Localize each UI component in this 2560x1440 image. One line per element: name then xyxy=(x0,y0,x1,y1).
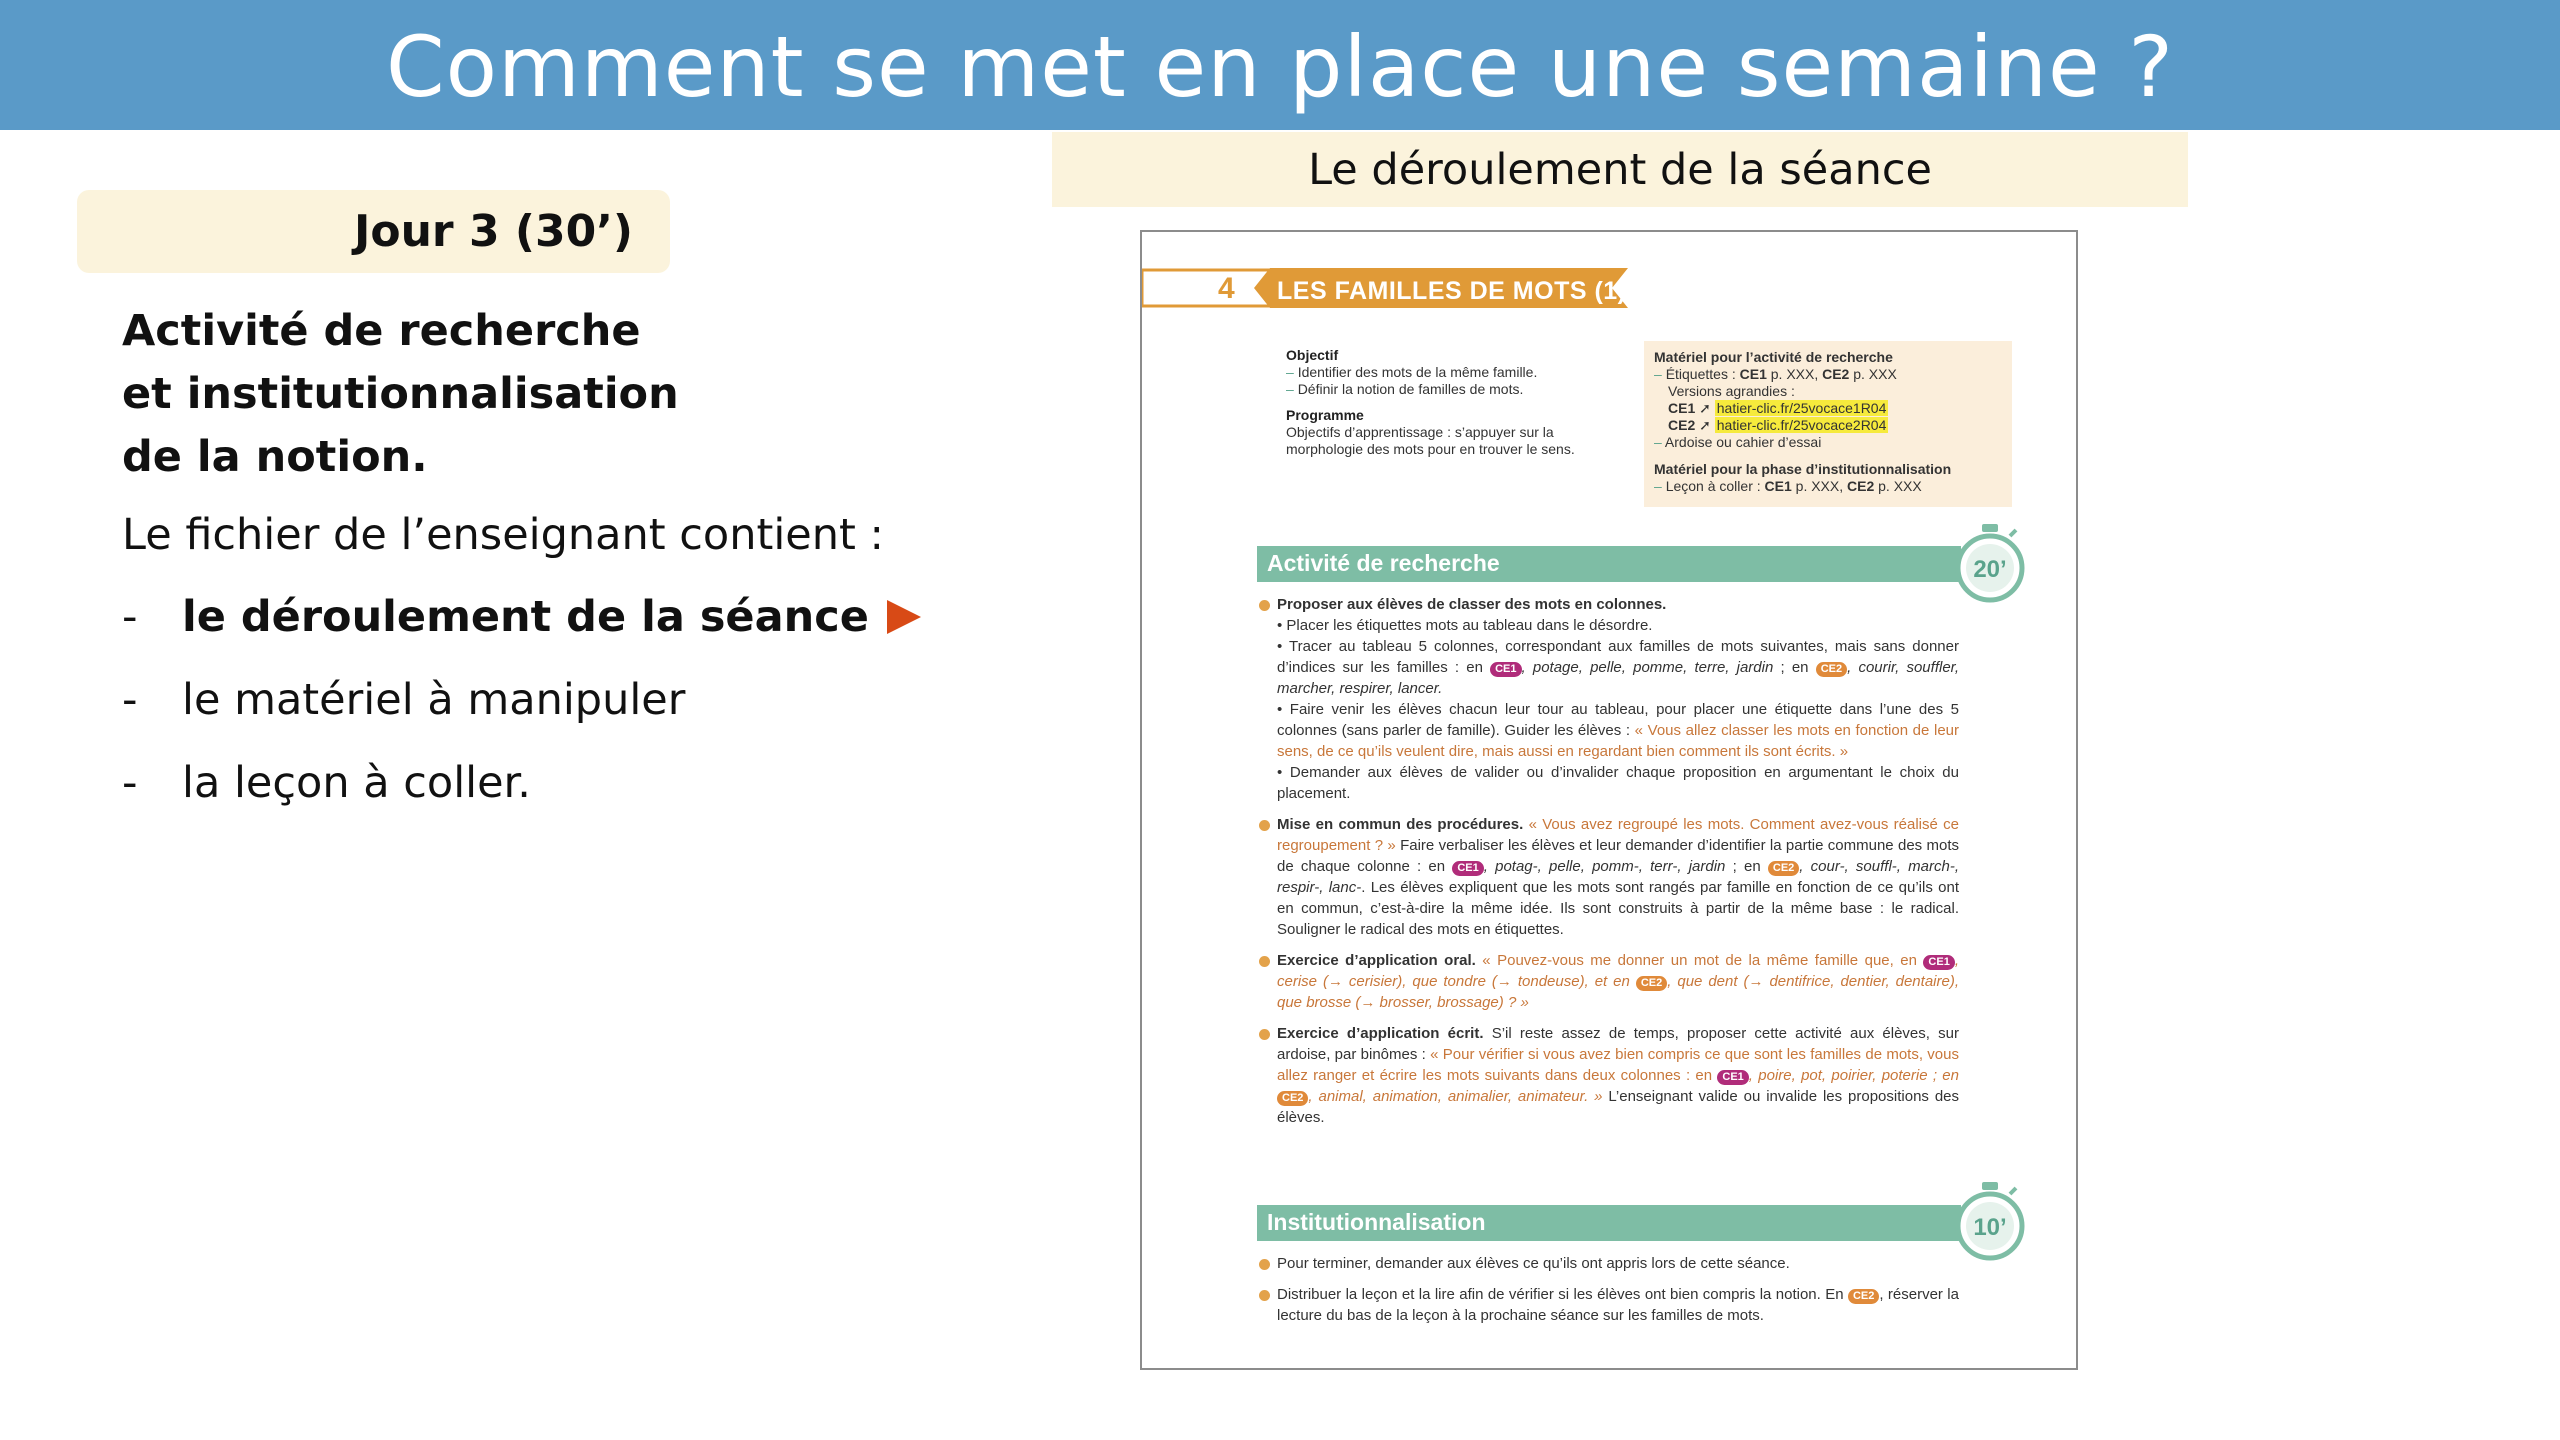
teacher-quote: « Pour vérifier si vous avez bien compris ce que sont les familles de mots, vous allez ranger et écrire les mots suivants dans deux colonnes : en xyxy=(1277,1046,1959,1084)
section-title: Activité de recherche xyxy=(1267,550,1500,576)
step-text: , réserver la lecture du bas de la leçon à la prochaine séance sur les familles de mots. xyxy=(1277,1286,1959,1324)
step-text: , potage, pelle, pomme, terre, jardin xyxy=(1521,659,1774,676)
ce2-label: CE2 xyxy=(1668,417,1696,433)
page-ref: p. XXX xyxy=(1874,478,1922,494)
step-title: Exercice d’application oral. xyxy=(1277,952,1476,969)
step-text: L’enseignant valide ou invalide les propositions des élèves. xyxy=(1277,1088,1959,1126)
step-paragraph xyxy=(1257,594,1959,804)
programme-title: Programme xyxy=(1286,407,1364,423)
ce2-tag: CE2 xyxy=(1816,662,1847,677)
step-text: Pour terminer, demander aux élèves ce qu’ils ont appris lors de cette séance. xyxy=(1277,1255,1790,1272)
institution-materiel-title: Matériel pour la phase d’institutionnalisation xyxy=(1654,461,1952,477)
ce1-label: CE1 xyxy=(1668,400,1696,416)
lecon-label: Leçon à coller : xyxy=(1665,478,1765,494)
programme-text: Objectifs d’apprentissage : s’appuyer sur la morphologie des mots pour en trouver le sens. xyxy=(1286,424,1575,457)
ce1-tag: CE1 xyxy=(1490,662,1521,677)
step-paragraph xyxy=(1257,814,1959,940)
ce1-label: CE1 xyxy=(1764,478,1792,494)
ce2-tag: CE2 xyxy=(1636,976,1667,991)
versions-label: Versions agrandies : xyxy=(1668,383,1795,399)
materiel-title: Matériel pour l’activité de recherche xyxy=(1654,349,1893,365)
list-item xyxy=(122,592,921,675)
bullet-dash: - xyxy=(122,758,138,808)
subtitle-band xyxy=(1052,132,2188,207)
activity-line: et institutionnalisation xyxy=(122,369,679,419)
list-item xyxy=(122,758,921,841)
activity-line: Activité de recherche xyxy=(122,306,641,356)
etiquettes-label: Étiquettes : xyxy=(1665,366,1740,382)
step-text: • Tracer au tableau 5 colonnes, correspondant aux familles de mots suivantes, mais sans donner d’indices sur les familles : en xyxy=(1277,638,1959,676)
ce2-label: CE2 xyxy=(1847,478,1875,494)
step-text: • Placer les étiquettes mots au tableau dans le désordre. xyxy=(1277,617,1653,634)
timer-value: 20’ xyxy=(1973,556,2007,583)
step-title: Mise en commun des procédures. xyxy=(1277,816,1524,833)
step-text: . Les élèves expliquent que les mots sont rangés par famille en fonction de ce qu’ils ont en commun, c’est-à-dire la même idée. Ils sont construits à partir de la même base : le radical. Souligner le radical des mots en étiquettes. xyxy=(1277,879,1959,938)
activity-heading xyxy=(122,300,679,489)
institutionnalisation-body xyxy=(1257,1253,1959,1336)
objectif-item: Définir la notion de familles de mots. xyxy=(1297,381,1524,397)
section-heading-recherche xyxy=(1257,546,1961,582)
teacher-quote: , poire, pot, poirier, poterie ; en xyxy=(1748,1067,1959,1084)
activity-line: de la notion. xyxy=(122,432,428,482)
step-text: • Demander aux élèves de valider ou d’invalider chaque proposition en argumentant le choix du placement. xyxy=(1277,764,1959,802)
step-text: , potag-, pelle, pomm-, terr-, jardin xyxy=(1483,858,1726,875)
timer-value: 10’ xyxy=(1973,1214,2007,1241)
stopwatch-icon xyxy=(1954,522,2026,606)
teacher-guide-page xyxy=(1140,230,2078,1370)
ce2-tag: CE2 xyxy=(1848,1289,1879,1304)
materials-block: Matériel pour l’activité de recherche – Étiquettes : CE1 p. XXX, CE2 p. XXX Versions agrandies : CE1 ➚ hatier-clic.fr/25vocace1R04 CE2 ➚ hatier-clic.fr/25vocace2R04 – Ardoise ou cahier d’essai Matériel pour la phase d’institutionnalisation – Leçon à coller : CE1 p. XXX, CE2 p. XXX xyxy=(1644,341,2012,507)
lesson-title: LES FAMILLES DE MOTS (1) xyxy=(1277,277,1627,305)
step-text: • Faire venir les élèves chacun leur tour au tableau, pour placer une étiquette dans l’une des 5 colonnes (sans parler de famille). Guider les élèves : xyxy=(1277,701,1959,739)
ardoise-item: Ardoise ou cahier d’essai xyxy=(1664,434,1822,450)
day-label: Jour 3 (30’) xyxy=(354,206,634,257)
title-bar xyxy=(0,0,2560,130)
ce1-label: CE1 xyxy=(1739,366,1767,382)
bullet-dash: - xyxy=(122,592,138,642)
bullet-dash: - xyxy=(122,675,138,725)
ce2-tag: CE2 xyxy=(1277,1091,1308,1106)
step-title: Proposer aux élèves de classer des mots en colonnes. xyxy=(1277,596,1667,613)
slide-title: Comment se met en place une semaine ? xyxy=(386,18,2174,116)
objectif-item: Identifier des mots de la même famille. xyxy=(1297,364,1538,380)
page-ref: p. XXX xyxy=(1849,366,1897,382)
link-arrow-icon: ➚ xyxy=(1699,417,1711,433)
teacher-quote: « Pouvez-vous me donner un mot de la même famille que, en xyxy=(1475,952,1924,969)
step-paragraph xyxy=(1257,1253,1959,1274)
intro-text: Le fichier de l’enseignant contient : xyxy=(122,510,885,560)
ce1-tag: CE1 xyxy=(1923,955,1954,970)
section-heading-institutionnalisation xyxy=(1257,1205,1961,1241)
ce2-tag: CE2 xyxy=(1768,861,1799,876)
bullet-list xyxy=(122,592,921,841)
resource-link[interactable]: hatier-clic.fr/25vocace1R04 xyxy=(1716,400,1887,416)
step-text: Distribuer la leçon et la lire afin de vérifier si les élèves ont bien compris la notion. En xyxy=(1277,1286,1848,1303)
objectif-title: Objectif xyxy=(1286,347,1339,363)
ce2-label: CE2 xyxy=(1822,366,1850,382)
teacher-quote: « Vous allez classer les mots en fonction de leur sens, de ce qu’ils veulent dire, mais aussi en regardant bien comment ils sont écrits. » xyxy=(1277,722,1960,760)
step-title: Exercice d’application écrit. xyxy=(1277,1025,1484,1042)
link-arrow-icon: ➚ xyxy=(1699,400,1711,416)
subtitle: Le déroulement de la séance xyxy=(1308,145,1932,195)
ce1-tag: CE1 xyxy=(1717,1070,1748,1085)
step-text: ; en xyxy=(1725,858,1768,875)
recherche-body xyxy=(1257,594,1959,1138)
step-paragraph xyxy=(1257,950,1959,1013)
step-text: , courir, souffler, marcher, respirer, lancer. xyxy=(1277,659,1959,697)
step-paragraph xyxy=(1257,1284,1959,1326)
teacher-quote: « Vous avez regroupé les mots. Comment avez-vous réalisé ce regroupement ? » xyxy=(1277,816,1959,854)
resource-link[interactable]: hatier-clic.fr/25vocace2R04 xyxy=(1716,417,1887,433)
page-ref: p. XXX, xyxy=(1791,478,1848,494)
step-paragraph xyxy=(1257,1023,1959,1128)
bullet-text: la leçon à coller. xyxy=(182,758,531,808)
step-text: Faire verbaliser les élèves et leur demander d’identifier la partie commune des mots de chaque colonne : en xyxy=(1277,837,1959,875)
list-item xyxy=(122,675,921,758)
page-ref: p. XXX, xyxy=(1766,366,1823,382)
teacher-quote: , cerise (→ cerisier), que tondre (→ tondeuse), et en xyxy=(1277,952,1959,990)
bullet-text: le déroulement de la séance xyxy=(182,592,869,642)
objectives-block: Objectif – Identifier des mots de la même famille. – Définir la notion de familles de mots. Programme Objectifs d’apprentissage : s’appuyer sur la morphologie des mots pour en trouver le sens. xyxy=(1286,347,1606,458)
teacher-quote: , que dent (→ dentifrice, dentier, dentaire), que brosse (→ brosser, brossage) ? » xyxy=(1277,973,1959,1011)
step-text: , cour-, souffl-, march-, respir-, lanc- xyxy=(1277,858,1959,896)
step-text: S’il reste assez de temps, proposer cette activité aux élèves, sur ardoise, par binômes : xyxy=(1277,1025,1959,1063)
step-text: ; en xyxy=(1773,659,1816,676)
stopwatch-icon xyxy=(1954,1180,2026,1264)
ce1-tag: CE1 xyxy=(1452,861,1483,876)
bullet-text: le matériel à manipuler xyxy=(182,675,686,725)
day-label-box xyxy=(77,190,670,273)
lesson-number: 4 xyxy=(1218,272,1235,305)
play-triangle-icon xyxy=(887,600,921,634)
teacher-quote: , animal, animation, animalier, animateur. » xyxy=(1308,1088,1603,1105)
section-title: Institutionnalisation xyxy=(1267,1209,1486,1235)
